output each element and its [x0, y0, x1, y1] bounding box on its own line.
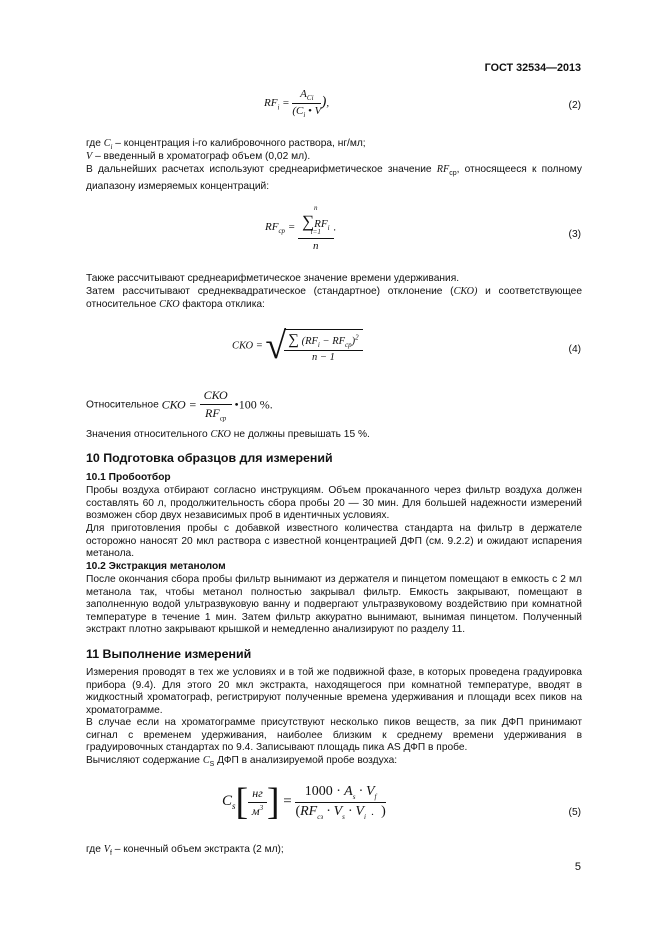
section-11-paragraph-1: Измерения проводят в тех же условиях и в той же подвижной фазе, в которых проведена градуировка прибора (9.4). Для этого 20 мкл экстракта, находящегося при комнатной температуре, вводят в жидкостный хроматограф, регистрируют полученные времена удерживания и площади всех пиков на хроматограмме.	[86, 667, 582, 716]
definition-vf: где $V_f$ – конечный объем экстракта (2 мл);	[86, 844, 284, 858]
section-10-2-paragraph: После окончания сбора пробы фильтр вынимают из держателя и пинцетом помещают в емкость с 2 мл метанола так, чтобы метанол полностью закрывал фильтр. Емкость закрывают, помещают в заполненную водой ультразвуковую ванну и подвергают ультразвуковому воздействию при комнатной температуре в течение 1 мин. Затем фильтр аккуратно вынимают, вынимая пинцетом. Полученный экстракт плотно закрывают крышкой и немедленно анализируют по разделу 11.	[86, 574, 582, 636]
equation-3-number: (3)	[568, 229, 581, 240]
equation-5-number: (5)	[568, 807, 581, 818]
paragraph-sko: Затем рассчитывают среднеквадратическое (стандартное) отклонение (СКО) и соответствующее относительное СКО фактора отклика:	[86, 286, 582, 310]
section-10-1-title: 10.1 Пробоотбор	[86, 472, 171, 483]
paragraph-mean-time: Также рассчитывают среднеарифметическое значение времени удерживания.	[86, 273, 460, 284]
equation-2-number: (2)	[568, 100, 581, 111]
paragraph-later: В дальнейших расчетах используют среднеарифметическое значение $RF_{ср}$, относящееся к полному диапазону измеряемых концентраций:	[86, 164, 583, 192]
definition-v: V – введенный в хроматограф объем (0,02 мл).	[86, 151, 311, 162]
equation-5: $C_s$[ $\frac{нг}{м^3}$ ] = $\frac{1000 \cdot A_s \cdot V_f}{(RF_{cз} \cdot V_s \cdot V_i . )}$	[222, 781, 386, 823]
paragraph-limit: Значения относительного СКО не должны превышать 15 %.	[86, 429, 370, 440]
equation-2: $RF_i$ = $\frac{A_{Ci}}{(C_i • V}$ ),	[264, 88, 330, 120]
standard-header: ГОСТ 32534—2013	[484, 62, 581, 74]
section-11-title: 11 Выполнение измерений	[86, 647, 252, 661]
definition-ci: где $C_i$ – концентрация i-го калибровочного раствора, нг/мл;	[86, 138, 366, 152]
equation-4-number: (4)	[568, 344, 581, 355]
equation-3: $RF_{cp}$ = n $\sum RF_i$ i=1 n .	[265, 204, 337, 253]
relative-sko-formula: Относительное СКО = $\frac{\text{СКО}}{RF_{cp}}$ •100 %.	[86, 388, 273, 423]
section-10-1-paragraph-1: Пробы воздуха отбирают согласно инструкциям. Объем прокачанного через фильтр воздуха должен составлять 60 л, продолжительность сбора пробы 20 — 30 мин. Для большей надежности измерений возможен сбор двух независимых проб в идентичных условиях.	[86, 485, 582, 522]
equation-4: СКО = √ $\frac{\sum (RF_i - RF_{cp})^2}{n - 1}$	[232, 327, 363, 365]
section-11-paragraph-3: Вычисляют содержание $C_S$ ДФП в анализируемой пробе воздуха:	[86, 755, 398, 769]
section-10-2-title: 10.2 Экстракция метанолом	[86, 561, 226, 572]
section-10-title: 10 Подготовка образцов для измерений	[86, 451, 333, 465]
section-10-1-paragraph-2: Для приготовления пробы с добавкой известного количества стандарта на фильтр в держателе осторожно наносят 20 мкл раствора с известной концентрацией ДФП (см. 9.2.2) и ожидают испарения метанола.	[86, 523, 582, 560]
section-11-paragraph-2: В случае если на хроматограмме присутствуют несколько пиков веществ, за пик ДФП принимают сигнал с временем удерживания, наиболее близким к среднему времени удерживания в градуировочных стандартах по 9.4. Записывают площадь пика AS ДФП в пробе.	[86, 717, 582, 754]
page-number: 5	[574, 861, 581, 873]
